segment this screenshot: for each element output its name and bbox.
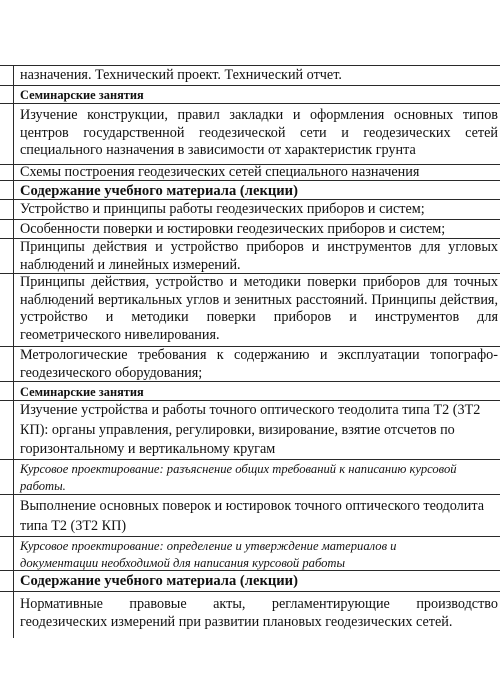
row-text: [20, 200, 498, 219]
section-header: [20, 181, 498, 200]
italic-note: [20, 460, 498, 494]
table-row: [0, 592, 500, 637]
row-text: [20, 274, 498, 344]
line: назначения. Технический проект. Технический отчет.: [20, 67, 342, 83]
table-row: [0, 571, 500, 592]
line: наблюдений вертикальных углов и зенитных расстояний. Принципы действия,: [20, 291, 498, 308]
table-row: [0, 495, 500, 537]
line: геометрического нивелирования.: [20, 326, 220, 343]
table-row: [0, 181, 500, 200]
line: горизонтальному и вертикальному кругам: [20, 441, 276, 457]
table-row: [0, 220, 500, 239]
line: устройство и методики поверки приборов и инструментов для: [20, 309, 498, 325]
row-text: [20, 495, 498, 536]
line: документации необходимой для написания курсовой работы: [20, 555, 346, 570]
line: Метрологические требования к содержанию и эксплуатации топографо-: [20, 347, 498, 363]
italic-note: [20, 537, 498, 571]
row-text: [20, 592, 498, 631]
row-text: [20, 220, 498, 239]
line: специального назначения в зависимости от характеристик грунта: [20, 142, 416, 158]
line: наблюдений и линейных измерений.: [20, 256, 241, 273]
curriculum-table: [0, 65, 500, 637]
line: геодезических измерений при развитии плановых геодезических сетей.: [20, 613, 453, 630]
table-row: [0, 274, 500, 347]
row-text: [20, 239, 498, 274]
table-row: [0, 104, 500, 165]
row-text: [20, 66, 498, 85]
line: типа Т2 (3Т2 КП): [20, 517, 127, 534]
line: Выполнение основных поверок и юстировок точного оптического теодолита: [20, 498, 485, 514]
row-text: [20, 164, 498, 182]
row-text: [20, 104, 498, 160]
line: работы.: [20, 478, 66, 493]
table-row: [0, 347, 500, 382]
table-row: [0, 86, 500, 104]
line: Семинарские занятия: [20, 88, 144, 102]
section-header: [20, 571, 498, 590]
line: Содержание учебного материала (лекции): [20, 573, 298, 589]
table-row: [0, 401, 500, 460]
line: центров государственной геодезической сети и геодезических сетей: [20, 124, 498, 141]
section-label: [20, 382, 498, 400]
line: Семинарские занятия: [20, 385, 144, 399]
table-row: [0, 537, 500, 571]
line: КП): органы управления, регулировки, визирование, взятие отсчетов по: [20, 421, 455, 438]
line: Курсовое проектирование: разъяснение общих требований к написанию курсовой: [20, 462, 457, 476]
row-text: [20, 347, 498, 382]
line: Изучение устройства и работы точного оптического теодолита типа Т2 (3Т2: [20, 402, 481, 418]
section-label: [20, 86, 498, 103]
table-row: [0, 200, 500, 220]
row-text: [20, 401, 498, 460]
line: геодезического оборудования;: [20, 364, 203, 381]
line: Курсовое проектирование: определение и утверждение материалов и: [20, 539, 397, 553]
line: Схемы построения геодезических сетей специального назначения: [20, 164, 420, 180]
table-row: [0, 382, 500, 401]
table-row: [0, 66, 500, 86]
line: Принципы действия, устройство и методики поверки приборов для точных: [20, 274, 498, 290]
line: Изучение конструкции, правил закладки и оформления основных типов: [20, 107, 498, 123]
table-row: [0, 460, 500, 495]
line: Содержание учебного материала (лекции): [20, 183, 298, 199]
line: Нормативные правовые акты, регламентирующие производство: [20, 596, 498, 612]
line: Особенности поверки и юстировки геодезических приборов и систем;: [20, 221, 446, 237]
line: Принципы действия и устройство приборов и инструментов для угловых: [20, 239, 498, 255]
table-row: [0, 164, 500, 181]
line: Устройство и принципы работы геодезических приборов и систем;: [20, 201, 425, 217]
table-row: [0, 239, 500, 274]
